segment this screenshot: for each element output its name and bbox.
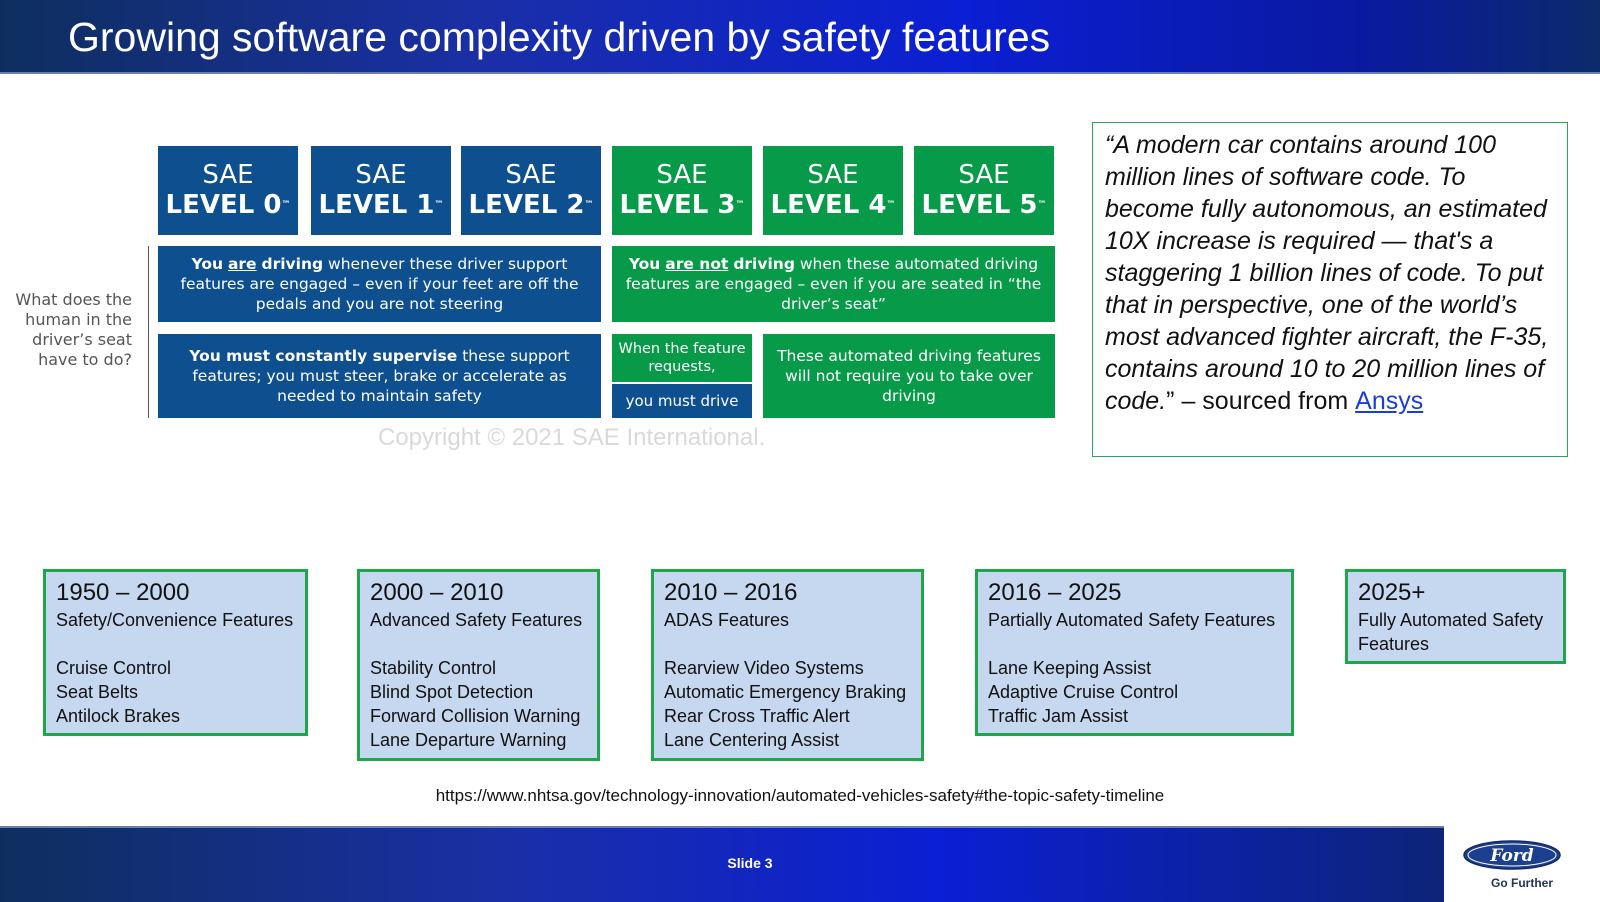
timeline-category: Safety/Convenience Features — [56, 610, 294, 630]
timeline-category: Partially Automated Safety Features — [988, 610, 1276, 630]
timeline-item: Lane Keeping Assist — [988, 658, 1152, 678]
timeline-item: Automatic Emergency Braking — [664, 682, 907, 702]
supervise-cell: You must constantly supervise these support features; you must steer, brake or accelerate as needed to maintain safety — [158, 334, 601, 418]
timeline-box-2010 — [651, 569, 924, 761]
quote-text: “A modern car contains around 100 million lines of software code. To become fully autonomous, an estimated 10X increase is required — that's a staggering 1 billion lines of code. To put that in perspective, one of the world’s most advanced fighter aircraft, the F-35, contains around 10 to 20 million lines of code. — [1105, 131, 1549, 415]
timeline-box-2025 — [1345, 569, 1566, 664]
timeline-item: Antilock Brakes — [56, 706, 181, 726]
timeline-category: ADAS Features — [664, 610, 790, 630]
timeline-item: Lane Centering Assist — [664, 730, 840, 750]
ansys-link[interactable]: Ansys — [1355, 387, 1424, 415]
source-url: https://www.nhtsa.gov/technology-innovation/automated-vehicles-safety#the-topic-safety-timeline — [435, 786, 1165, 805]
level3-you-must-drive: you must drive — [612, 384, 752, 418]
timeline-item: Blind Spot Detection — [370, 682, 534, 702]
ford-logo-text: Ford — [1490, 846, 1534, 866]
timeline-box-1950 — [43, 569, 308, 736]
slide-number: Slide 3 — [727, 855, 773, 871]
timeline-years: 2025+ — [1358, 579, 1426, 606]
timeline-item: Traffic Jam Assist — [988, 706, 1129, 726]
you-are-driving-cell: You are driving whenever these driver support features are engaged – even if your feet are off the pedals and you are not steering — [158, 246, 601, 322]
quote-source: ” – sourced from — [1166, 387, 1349, 415]
slide-title: Growing software complexity driven by safety features — [68, 14, 1051, 60]
timeline-item: Rear Cross Traffic Alert — [664, 706, 850, 726]
question-divider — [148, 246, 149, 418]
quote-box — [1092, 122, 1568, 457]
sae-copyright: Copyright © 2021 SAE International. — [378, 424, 766, 451]
timeline-item: Rearview Video Systems — [664, 658, 864, 678]
timeline-box-2016 — [975, 569, 1294, 736]
sae-level-1: SAE LEVEL 1™ — [311, 146, 451, 235]
driver-question: What does the human in the driver’s seat have to do? — [15, 290, 132, 369]
sae-level-4: SAE LEVEL 4™ — [763, 146, 903, 235]
timeline-item: Lane Departure Warning — [370, 730, 567, 750]
timeline-category: Fully Automated Safety Features — [1358, 610, 1544, 654]
timeline-item: Cruise Control — [56, 658, 172, 678]
sae-level-5: SAE LEVEL 5™ — [914, 146, 1054, 235]
sae-level-3: SAE LEVEL 3™ — [612, 146, 752, 235]
timeline-years: 1950 – 2000 — [56, 579, 190, 606]
sae-level-2: SAE LEVEL 2™ — [461, 146, 601, 235]
timeline-item: Forward Collision Warning — [370, 706, 581, 726]
level3-feature-requests: When the feature requests, — [612, 334, 752, 382]
timeline-item: Adaptive Cruise Control — [988, 682, 1179, 702]
ford-tagline: Go Further — [1491, 876, 1553, 890]
ford-logo-area — [1444, 826, 1600, 900]
timeline-years: 2016 – 2025 — [988, 579, 1122, 606]
ford-logo-icon — [1462, 840, 1562, 870]
timeline-years: 2010 – 2016 — [664, 579, 798, 606]
you-are-not-driving-cell: You are not driving when these automated driving features are engaged – even if you are seated in “the driver’s seat” — [612, 246, 1055, 322]
timeline-item: Stability Control — [370, 658, 497, 678]
timeline-category: Advanced Safety Features — [370, 610, 583, 630]
timeline-item: Seat Belts — [56, 682, 139, 702]
sae-level-0: SAE LEVEL 0™ — [158, 146, 298, 235]
timeline-years: 2000 – 2010 — [370, 579, 504, 606]
timeline-box-2000 — [357, 569, 600, 761]
level45-no-takeover: These automated driving features will not require you to take over driving — [763, 334, 1055, 418]
